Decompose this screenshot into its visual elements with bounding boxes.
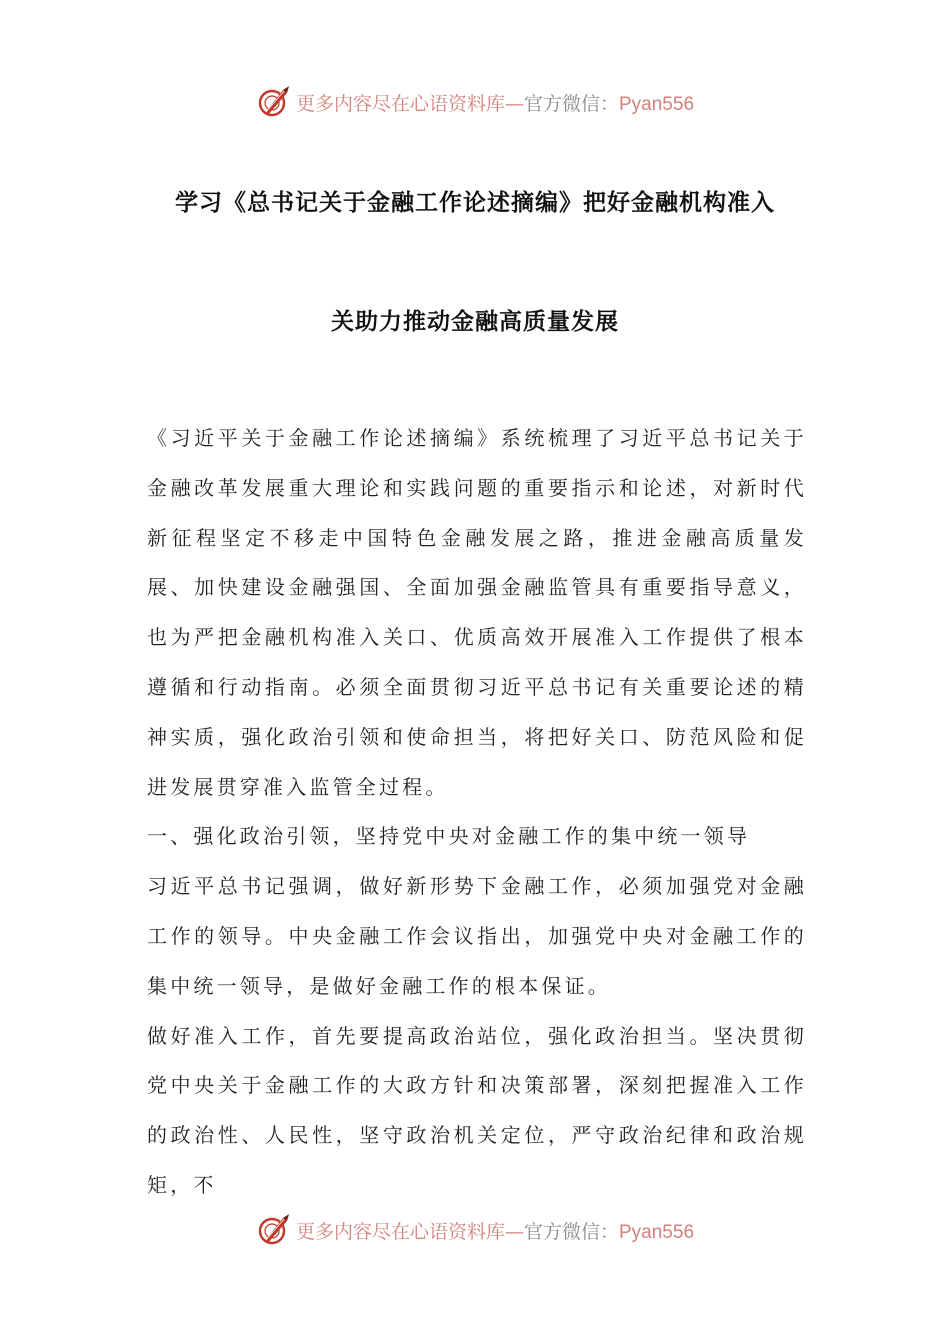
header-wechat-id: Pyan556 [619,93,695,115]
footer-watermark [0,1208,950,1252]
paragraph-1: 习近平总书记强调，做好新形势下金融工作，必须加强党对金融工作的领导。中央金融工作会议指出，加强党中央对金融工作的集中统一领导，是做好金融工作的根本保证。 [147,874,807,998]
header-separator: — [504,92,524,115]
header-brand: 更多内容尽在心语资料库 [295,92,505,115]
header-official: 官方微信： [523,92,619,115]
paragraph-2: 做好准入工作，首先要提高政治站位，强化政治担当。坚决贯彻党中央关于金融工作的大政方针和决策部署，深刻把握准入工作的政治性、人民性，坚守政治机关定位，严守政治纪律和政治规矩，不 [147,1023,807,1197]
quill-logo-icon [256,1212,292,1248]
footer-brand: 更多内容尽在心语资料库 [295,1220,505,1243]
paragraph-intro: 《习近平关于金融工作论述摘编》系统梳理了习近平总书记关于金融改革发展重大理论和实践问题的重要指示和论述，对新时代新征程坚定不移走中国特色金融发展之路，推进金融高质量发展、加快建设金融强国、全面加强金融监管具有重要指导意义，也为严把金融机构准入关口、优质高效开展准入工作提供了根本遵循和行动指南。必须全面贯彻习近平总书记有关重要论述的精神实质，强化政治引领和使命担当，将把好关口、防范风险和促进发展贯穿准入监管全过程。 [147,426,807,799]
document-title-line2: 关助力推动金融高质量发展 [331,309,619,335]
quill-logo-icon [256,84,292,120]
header-brand-text [296,89,694,116]
section-heading-1: 一、强化政治引领，坚持党中央对金融工作的集中统一领导 [147,824,751,849]
footer-wechat-id: Pyan556 [619,1221,695,1243]
footer-separator: — [504,1220,524,1243]
footer-brand-text [296,1217,694,1244]
header-watermark [0,80,950,124]
footer-official: 官方微信： [523,1220,619,1243]
document-body [147,414,807,1211]
document-title-line1: 学习《总书记关于金融工作论述摘编》把好金融机构准入 [175,190,775,216]
